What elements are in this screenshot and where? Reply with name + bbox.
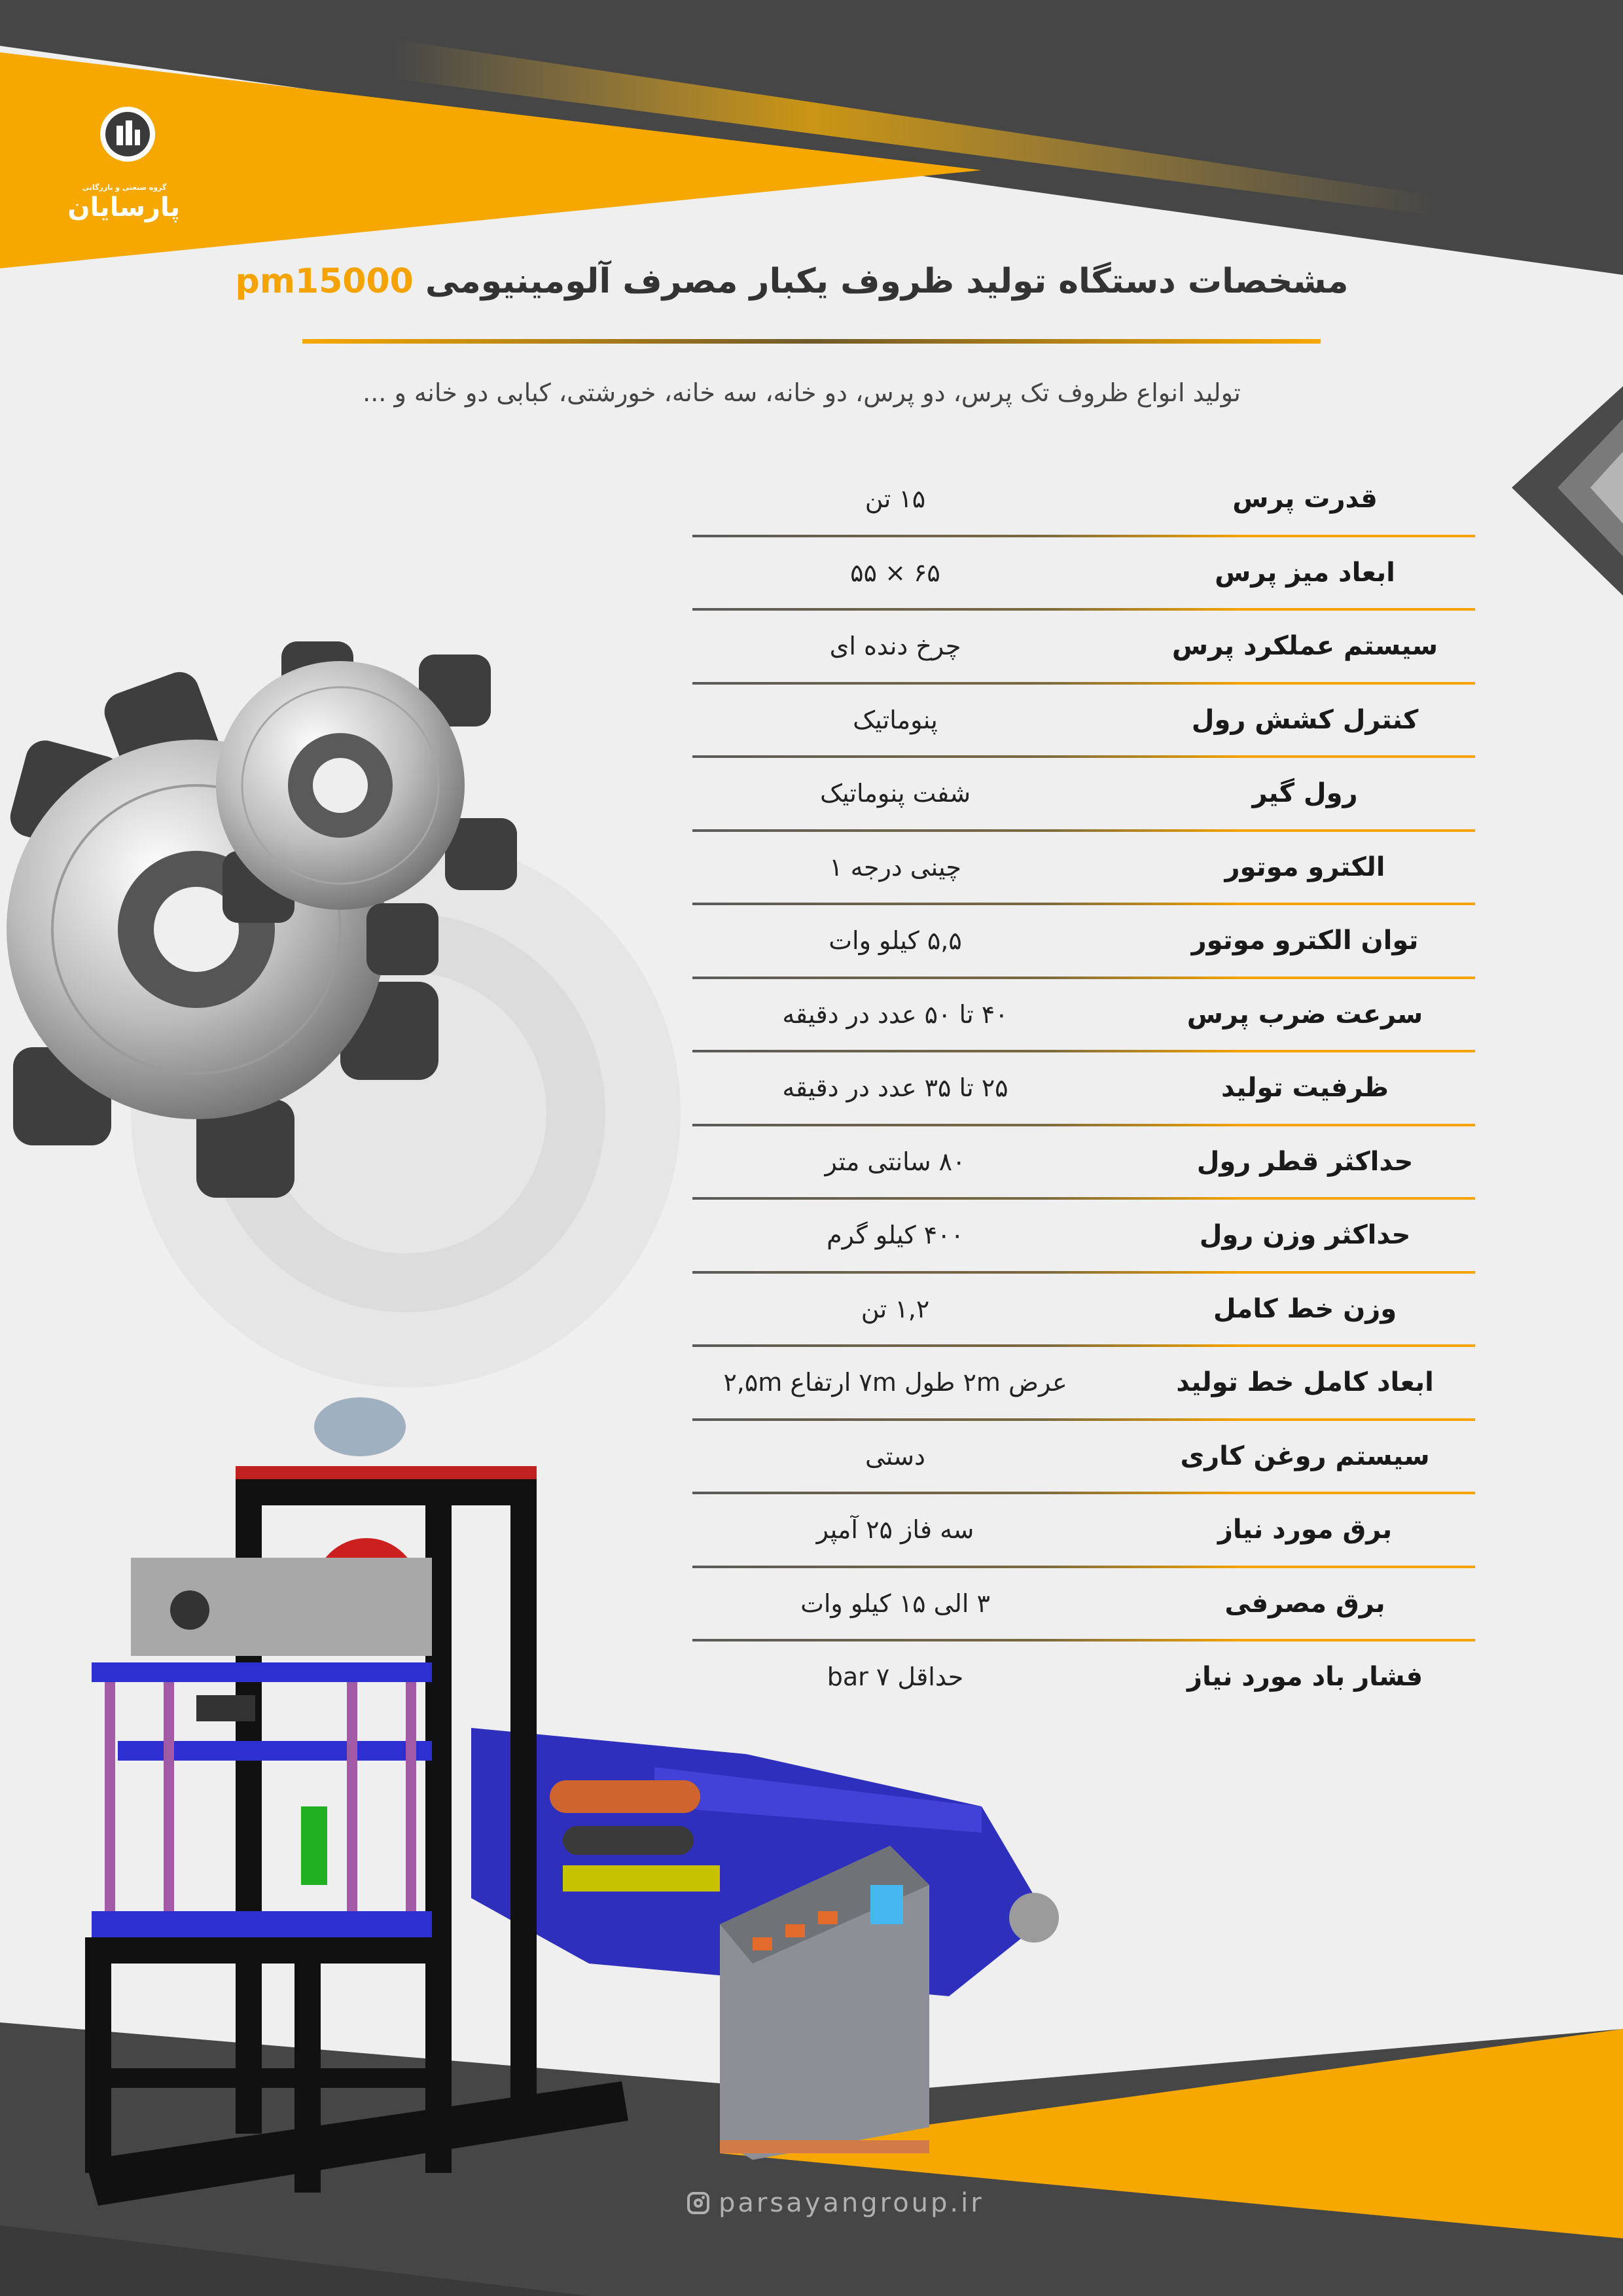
spec-value: حداقل ۷ bar [827, 1662, 964, 1691]
spec-value: ۸۰ سانتی متر [825, 1147, 966, 1176]
spec-row [692, 1641, 1475, 1715]
spec-value: ۵,۵ کیلو وات [829, 926, 962, 955]
spec-row [692, 979, 1475, 1053]
spec-row [692, 685, 1475, 759]
spec-row [692, 463, 1475, 537]
spec-value: چرخ دنده ای [829, 632, 961, 660]
spec-value: ۴۰۰ کیلو گرم [827, 1221, 964, 1249]
spec-value: ۱۵ تن [865, 484, 926, 513]
spec-value: شفت پنوماتیک [819, 779, 971, 808]
spec-label: رول گیر [1252, 778, 1358, 808]
spec-value: دستی [865, 1441, 925, 1471]
spec-value: ۳ الی ۱۵ کیلو وات [800, 1588, 990, 1618]
spec-row [692, 832, 1475, 906]
spec-row [692, 1274, 1475, 1348]
spec-label: توان الکترو موتور [1191, 925, 1419, 956]
brand-logo [72, 79, 183, 190]
logo-gear-icon [72, 79, 183, 190]
spec-label: سیستم روغن کاری [1180, 1441, 1430, 1471]
spec-table [692, 463, 1475, 1715]
spec-value: ۱,۲ تن [861, 1294, 930, 1323]
spec-row [692, 1126, 1475, 1200]
footer [687, 2183, 984, 2223]
spec-label: حداکثر قطر رول [1196, 1146, 1414, 1177]
spec-label: الکترو موتور [1224, 852, 1385, 882]
spec-label: سرعت ضرب پرس [1186, 999, 1423, 1030]
spec-row [692, 537, 1475, 611]
spec-row [692, 611, 1475, 685]
website-link[interactable]: parsayangroup.ir [719, 2188, 984, 2218]
spec-label: ابعاد کامل خط تولید [1176, 1367, 1434, 1397]
brand-name: پارسایان [67, 192, 180, 223]
spec-label: سیستم عملکرد پرس [1171, 631, 1438, 661]
brand-text [69, 183, 180, 223]
spec-label: قدرت پرس [1232, 484, 1378, 514]
spec-value: سه فاز ۲۵ آمپر [816, 1515, 974, 1544]
spec-value: ۶۵ × ۵۵ [850, 558, 940, 587]
title-underline [302, 339, 1321, 344]
spec-value: ۲۵ تا ۳۵ عدد در دقیقه [782, 1073, 1008, 1102]
spec-value: عرض ۲m طول ۷m ارتفاع ۲,۵m [723, 1368, 1067, 1397]
spec-row [692, 1494, 1475, 1568]
spec-label: ظرفیت تولید [1221, 1073, 1389, 1103]
title-text: مشخصات دستگاه تولید ظروف یکبار مصرف آلومینیومی [425, 262, 1349, 301]
spec-label: فشار باد مورد نیاز [1186, 1662, 1423, 1692]
page-subtitle: تولید انواع ظروف تک پرس، دو پرس، دو خانه، سه خانه، خورشتی، کبابی دو خانه و ... [363, 378, 1241, 407]
spec-label: حداکثر وزن رول [1199, 1220, 1411, 1250]
spec-row [692, 1568, 1475, 1642]
spec-label: برق مورد نیاز [1217, 1515, 1393, 1545]
spec-value: پنوماتیک [853, 705, 938, 734]
spec-row [692, 758, 1475, 832]
spec-row [692, 1052, 1475, 1126]
spec-row [692, 905, 1475, 979]
spec-row [692, 1347, 1475, 1421]
spec-label: برق مصرفی [1224, 1588, 1385, 1619]
spec-row [692, 1421, 1475, 1495]
spec-row [692, 1200, 1475, 1274]
spec-label: وزن خط کامل [1213, 1293, 1397, 1324]
page-title [216, 262, 1368, 301]
spec-label: کنترل کشش رول [1191, 704, 1419, 735]
spec-value: چینی درجه ۱ [829, 852, 961, 882]
instagram-icon[interactable] [687, 2192, 709, 2214]
spec-label: ابعاد میز پرس [1215, 557, 1395, 588]
brand-subtitle: گروه صنعتی و بازرگانی [82, 183, 167, 192]
spec-value: ۴۰ تا ۵۰ عدد در دقیقه [782, 999, 1008, 1029]
model-name: pm15000 [235, 262, 414, 301]
